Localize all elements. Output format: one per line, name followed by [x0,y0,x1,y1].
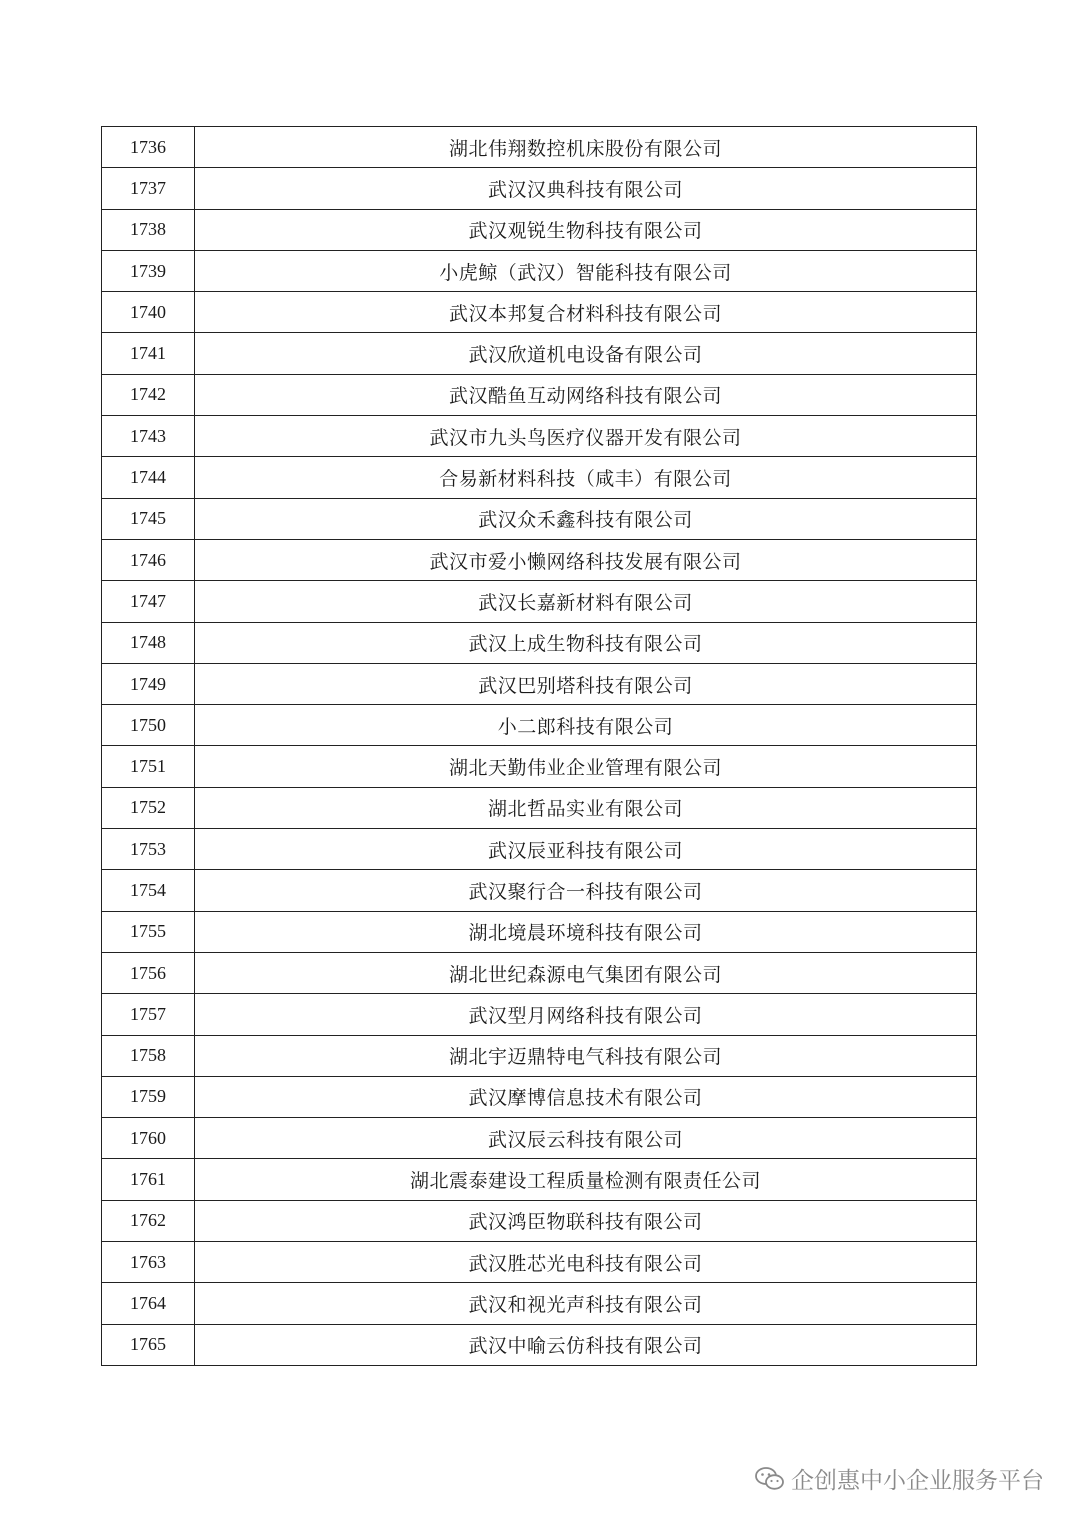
row-number-cell: 1763 [102,1242,195,1283]
company-name-cell: 武汉型月网络科技有限公司 [195,994,977,1035]
table-row [102,1118,977,1159]
row-number-cell: 1736 [102,127,195,168]
row-number-cell: 1748 [102,622,195,663]
company-name-cell: 武汉辰云科技有限公司 [195,1118,977,1159]
table-row [102,1076,977,1117]
table-row [102,994,977,1035]
row-number-cell: 1753 [102,829,195,870]
company-name-cell: 湖北宇迈鼎特电气科技有限公司 [195,1035,977,1076]
table-row [102,127,977,168]
company-name-cell: 湖北哲品实业有限公司 [195,787,977,828]
row-number-cell: 1744 [102,457,195,498]
company-name-cell: 武汉胜芯光电科技有限公司 [195,1242,977,1283]
row-number-cell: 1745 [102,498,195,539]
watermark [755,1462,1044,1495]
table-row [102,705,977,746]
table-row [102,1159,977,1200]
company-name-cell: 武汉市爱小懒网络科技发展有限公司 [195,539,977,580]
row-number-cell: 1750 [102,705,195,746]
table-row [102,292,977,333]
company-name-cell: 湖北震泰建设工程质量检测有限责任公司 [195,1159,977,1200]
company-name-cell: 武汉辰亚科技有限公司 [195,829,977,870]
company-name-cell: 武汉聚行合一科技有限公司 [195,870,977,911]
table-row [102,911,977,952]
company-name-cell: 合易新材料科技（咸丰）有限公司 [195,457,977,498]
row-number-cell: 1765 [102,1324,195,1365]
company-name-cell: 武汉鸿臣物联科技有限公司 [195,1200,977,1241]
table-row [102,952,977,993]
company-name-cell: 湖北世纪森源电气集团有限公司 [195,952,977,993]
row-number-cell: 1741 [102,333,195,374]
company-name-cell: 武汉上成生物科技有限公司 [195,622,977,663]
row-number-cell: 1746 [102,539,195,580]
table-row [102,333,977,374]
table-row [102,457,977,498]
table-row [102,209,977,250]
table-row [102,1324,977,1365]
company-name-cell: 武汉欣道机电设备有限公司 [195,333,977,374]
table-row [102,1200,977,1241]
company-name-cell: 武汉众禾鑫科技有限公司 [195,498,977,539]
row-number-cell: 1757 [102,994,195,1035]
company-name-cell: 武汉长嘉新材料有限公司 [195,581,977,622]
company-name-cell: 武汉和视光声科技有限公司 [195,1283,977,1324]
company-name-cell: 武汉汉典科技有限公司 [195,168,977,209]
row-number-cell: 1740 [102,292,195,333]
row-number-cell: 1752 [102,787,195,828]
table-row [102,416,977,457]
table-row [102,1242,977,1283]
watermark-text: 企创惠中小企业服务平台 [791,1468,1044,1494]
company-name-cell: 小二郎科技有限公司 [195,705,977,746]
company-name-cell: 武汉本邦复合材料科技有限公司 [195,292,977,333]
row-number-cell: 1749 [102,663,195,704]
company-name-cell: 武汉中喻云仿科技有限公司 [195,1324,977,1365]
company-name-cell: 小虎鲸（武汉）智能科技有限公司 [195,250,977,291]
company-name-cell: 湖北境晨环境科技有限公司 [195,911,977,952]
table-row [102,870,977,911]
row-number-cell: 1764 [102,1283,195,1324]
row-number-cell: 1743 [102,416,195,457]
row-number-cell: 1751 [102,746,195,787]
row-number-cell: 1739 [102,250,195,291]
company-list-table [101,126,977,1366]
company-name-cell: 武汉摩博信息技术有限公司 [195,1076,977,1117]
row-number-cell: 1755 [102,911,195,952]
company-name-cell: 武汉市九头鸟医疗仪器开发有限公司 [195,416,977,457]
table-row [102,374,977,415]
table-row [102,250,977,291]
company-name-cell: 武汉观锐生物科技有限公司 [195,209,977,250]
row-number-cell: 1742 [102,374,195,415]
row-number-cell: 1737 [102,168,195,209]
row-number-cell: 1756 [102,952,195,993]
table-row [102,622,977,663]
table-row [102,498,977,539]
table-row [102,1035,977,1076]
row-number-cell: 1738 [102,209,195,250]
table-row [102,829,977,870]
row-number-cell: 1754 [102,870,195,911]
company-name-cell: 武汉巴别塔科技有限公司 [195,663,977,704]
company-name-cell: 湖北天勤伟业企业管理有限公司 [195,746,977,787]
table-row [102,746,977,787]
table-row [102,663,977,704]
company-list-body [102,127,977,1366]
company-name-cell: 武汉酷鱼互动网络科技有限公司 [195,374,977,415]
row-number-cell: 1760 [102,1118,195,1159]
row-number-cell: 1758 [102,1035,195,1076]
table-row [102,168,977,209]
row-number-cell: 1759 [102,1076,195,1117]
table-row [102,581,977,622]
company-name-cell: 湖北伟翔数控机床股份有限公司 [195,127,977,168]
table-row [102,787,977,828]
row-number-cell: 1761 [102,1159,195,1200]
wechat-icon [755,1466,785,1492]
row-number-cell: 1747 [102,581,195,622]
row-number-cell: 1762 [102,1200,195,1241]
table-row [102,539,977,580]
table-row [102,1283,977,1324]
